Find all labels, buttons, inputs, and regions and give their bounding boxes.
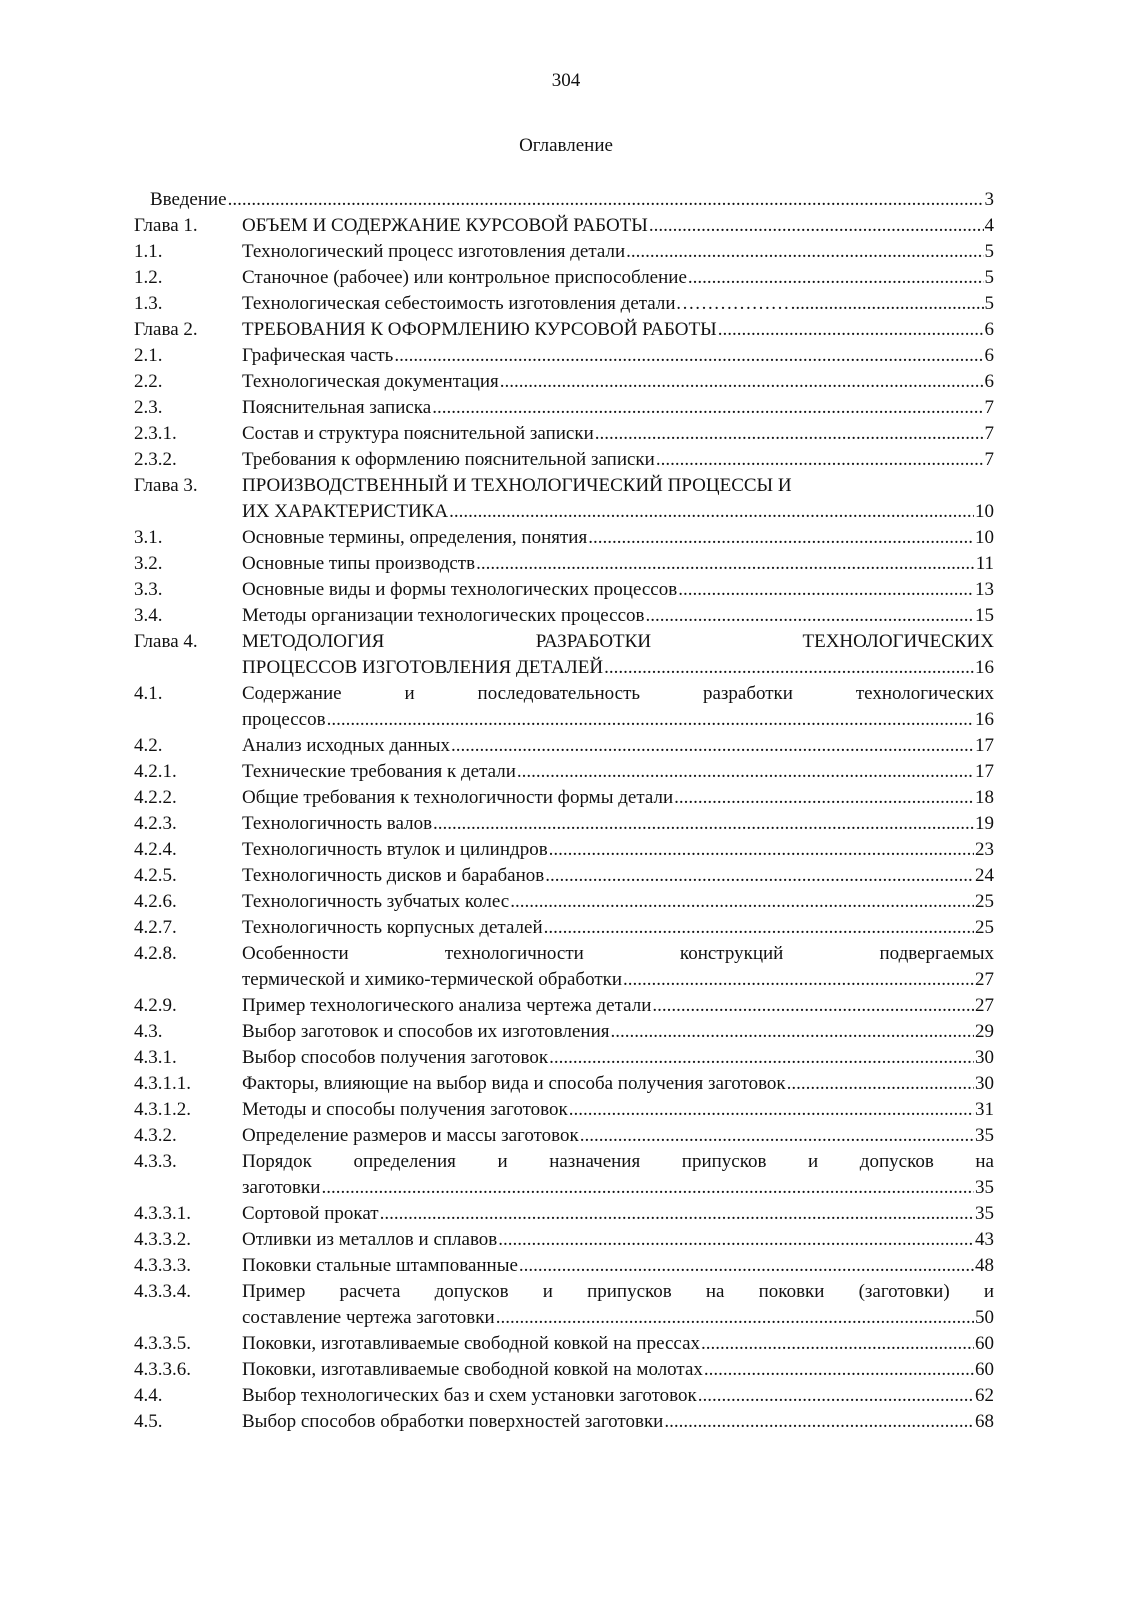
- toc-entry-body: [242, 629, 994, 655]
- toc-entry-page: 23: [975, 839, 994, 860]
- toc-entry[interactable]: [134, 1019, 994, 1045]
- toc-entry-title: Выбор заготовок и способов их изготовления: [242, 1021, 610, 1042]
- toc-entry-page: 48: [975, 1255, 994, 1276]
- toc-entry-page: 19: [975, 813, 994, 834]
- toc-entry-number: 1.2.: [134, 267, 163, 288]
- dot-leader: [688, 265, 984, 291]
- toc-entry-page: 13: [975, 579, 994, 600]
- toc-entry-page: 31: [975, 1099, 994, 1120]
- table-of-contents: [134, 187, 994, 1435]
- dot-leader: [380, 1201, 974, 1227]
- toc-entry-page: 5: [984, 293, 994, 314]
- dot-leader: [549, 1045, 974, 1071]
- toc-entry[interactable]: [134, 811, 994, 837]
- toc-entry-title: Введение: [150, 189, 227, 210]
- toc-entry-number: 4.3.3.4.: [134, 1281, 191, 1302]
- toc-entry-title: Отливки из металлов и сплавов: [242, 1229, 498, 1250]
- toc-entry-title-continued: термической и химико-термической обработки: [242, 969, 623, 990]
- toc-entry-title: Содержание и последовательность разработки технологических: [242, 683, 994, 704]
- toc-entry-title-continued: заготовки: [242, 1177, 321, 1198]
- toc-entry-number: 4.3.3.6.: [134, 1359, 191, 1380]
- dot-leader: [704, 1357, 974, 1383]
- toc-entry-body: [242, 1123, 994, 1149]
- toc-entry-title: Выбор способов получения заготовок: [242, 1047, 549, 1068]
- page-number: 304: [551, 70, 581, 91]
- toc-entry-number: 4.2.7.: [134, 917, 177, 938]
- toc-entry-continuation[interactable]: [134, 967, 994, 993]
- toc-entry-title: Сортовой прокат: [242, 1203, 379, 1224]
- toc-entry[interactable]: [134, 889, 994, 915]
- toc-entry-number: 4.3.3.3.: [134, 1255, 191, 1276]
- dot-leader: [626, 239, 983, 265]
- toc-entry-page: 68: [975, 1411, 994, 1432]
- toc-entry-title: Выбор способов обработки поверхностей заготовки: [242, 1411, 664, 1432]
- dot-leader: [476, 551, 975, 577]
- toc-entry-body: [242, 1175, 994, 1201]
- toc-entry-title-continued: процессов: [242, 709, 326, 730]
- toc-entry-body: [242, 343, 994, 369]
- toc-entry-page: 60: [975, 1359, 994, 1380]
- toc-entry[interactable]: [134, 915, 994, 941]
- toc-entry-page: 7: [984, 397, 994, 418]
- toc-entry-title: Технологический процесс изготовления детали: [242, 241, 626, 262]
- toc-entry-title: Состав и структура пояснительной записки: [242, 423, 594, 444]
- toc-entry-page: 60: [975, 1333, 994, 1354]
- toc-entry[interactable]: [134, 1409, 994, 1435]
- toc-entry-number: 4.3.3.1.: [134, 1203, 191, 1224]
- toc-entry-number: 4.2.6.: [134, 891, 177, 912]
- toc-entry-page: 16: [975, 709, 994, 730]
- toc-entry[interactable]: [134, 1383, 994, 1409]
- toc-entry-title: Технологичность дисков и барабанов: [242, 865, 545, 886]
- toc-entry-number: Глава 2.: [134, 319, 198, 340]
- toc-entry-title: Технологичность валов: [242, 813, 433, 834]
- toc-entry[interactable]: [134, 1045, 994, 1071]
- toc-entry[interactable]: [134, 1201, 994, 1227]
- toc-entry-page: 16: [975, 657, 994, 678]
- toc-entry-page: 6: [984, 371, 994, 392]
- toc-entry-title: Пример технологического анализа чертежа детали: [242, 995, 652, 1016]
- toc-entry-page: 18: [975, 787, 994, 808]
- toc-entry[interactable]: [134, 1357, 994, 1383]
- dot-leader: [519, 1253, 974, 1279]
- toc-entry-page: 10: [975, 501, 994, 522]
- toc-entry[interactable]: [134, 1227, 994, 1253]
- dot-leader: [718, 317, 984, 343]
- toc-entry-body: [242, 1409, 994, 1435]
- toc-entry-title: Общие требования к технологичности формы детали: [242, 787, 674, 808]
- toc-entry[interactable]: [134, 733, 994, 759]
- dot-leader: [449, 499, 974, 525]
- toc-entry[interactable]: [134, 473, 994, 499]
- toc-entry-page: 7: [984, 449, 994, 470]
- toc-entry-body: [242, 551, 994, 577]
- toc-entry-page: 27: [975, 969, 994, 990]
- toc-entry-body: [242, 1331, 994, 1357]
- toc-entry-page: 5: [984, 267, 994, 288]
- toc-entry-title: Требования к оформлению пояснительной записки: [242, 449, 655, 470]
- toc-entry-body: [242, 1227, 994, 1253]
- toc-entry-title: Пояснительная записка: [242, 397, 432, 418]
- toc-entry-number: 4.3.1.2.: [134, 1099, 191, 1120]
- toc-entry-body: [242, 811, 994, 837]
- toc-entry-body: [242, 1045, 994, 1071]
- toc-entry-number: 4.1.: [134, 683, 163, 704]
- dot-leader: [674, 785, 974, 811]
- dot-leader: [604, 655, 974, 681]
- toc-entry-body: [242, 707, 994, 733]
- toc-entry-number: 4.3.3.: [134, 1151, 177, 1172]
- toc-entry-body: [242, 473, 994, 499]
- toc-entry[interactable]: [134, 317, 994, 343]
- toc-entry-continuation[interactable]: [134, 655, 994, 681]
- toc-title: Оглавление: [519, 135, 613, 156]
- toc-entry-number: 4.2.9.: [134, 995, 177, 1016]
- dot-leader: [698, 1383, 974, 1409]
- toc-entry-body: [242, 525, 994, 551]
- toc-entry-body: [242, 1305, 994, 1331]
- toc-entry-page: 7: [984, 423, 994, 444]
- toc-entry[interactable]: [134, 421, 994, 447]
- toc-entry[interactable]: [134, 1097, 994, 1123]
- toc-entry-title-continued: ПРОЦЕССОВ ИЗГОТОВЛЕНИЯ ДЕТАЛЕЙ: [242, 657, 604, 678]
- toc-entry[interactable]: [134, 291, 994, 317]
- toc-entry-body: [242, 1357, 994, 1383]
- toc-entry-body: [242, 395, 994, 421]
- toc-entry-body: [242, 915, 994, 941]
- toc-entry-title: Основные виды и формы технологических процессов: [242, 579, 678, 600]
- dot-leader: [652, 993, 974, 1019]
- toc-entry-number: 3.4.: [134, 605, 163, 626]
- toc-entry-body: [242, 889, 994, 915]
- toc-entry-body: [242, 785, 994, 811]
- dot-leader: [623, 967, 974, 993]
- toc-entry-body: [242, 1019, 994, 1045]
- toc-entry-title: Определение размеров и массы заготовок: [242, 1125, 579, 1146]
- toc-entry-number: 2.2.: [134, 371, 163, 392]
- toc-entry-body: [242, 655, 994, 681]
- dot-leader: [228, 187, 984, 213]
- dot-leader: [517, 759, 974, 785]
- toc-entry-page: 43: [975, 1229, 994, 1250]
- toc-entry[interactable]: [134, 1331, 994, 1357]
- toc-entry-body: [242, 239, 994, 265]
- dot-leader: [451, 733, 974, 759]
- toc-entry-body: [242, 1201, 994, 1227]
- toc-entry-body: [242, 837, 994, 863]
- toc-entry-body: [242, 863, 994, 889]
- dot-leader: [321, 1175, 974, 1201]
- toc-entry-number: 4.3.3.2.: [134, 1229, 191, 1250]
- toc-entry-title: ПРОИЗВОДСТВЕННЫЙ И ТЕХНОЛОГИЧЕСКИЙ ПРОЦЕССЫ И: [242, 475, 792, 496]
- toc-entry-page: 30: [975, 1073, 994, 1094]
- toc-entry-title-continued: ИХ ХАРАКТЕРИСТИКА: [242, 501, 449, 522]
- toc-entry[interactable]: [134, 525, 994, 551]
- toc-entry[interactable]: [134, 1253, 994, 1279]
- toc-entry-title: Технологическая документация: [242, 371, 499, 392]
- toc-entry-title: МЕТОДОЛОГИЯ РАЗРАБОТКИ ТЕХНОЛОГИЧЕСКИХ: [242, 631, 994, 652]
- toc-entry-page: 11: [975, 553, 994, 574]
- toc-entry-title-continued: составление чертежа заготовки: [242, 1307, 495, 1328]
- toc-entry-title: Технологичность втулок и цилиндров: [242, 839, 548, 860]
- toc-entry[interactable]: [134, 837, 994, 863]
- toc-entry-body: [242, 1097, 994, 1123]
- toc-entry-body: [242, 317, 994, 343]
- toc-entry-body: [242, 603, 994, 629]
- toc-entry[interactable]: [134, 1071, 994, 1097]
- dot-leader: [649, 213, 984, 239]
- dot-leader: [678, 577, 974, 603]
- dot-leader: [545, 863, 974, 889]
- dot-leader: [588, 525, 974, 551]
- toc-entry-number: 4.3.: [134, 1021, 163, 1042]
- dot-leader: [394, 343, 983, 369]
- toc-entry[interactable]: [134, 239, 994, 265]
- toc-entry-continuation[interactable]: [134, 1175, 994, 1201]
- toc-entry-body: [242, 421, 994, 447]
- dot-leader: [433, 811, 974, 837]
- toc-entry-page: 4: [984, 215, 994, 236]
- toc-entry-body: [242, 967, 994, 993]
- toc-entry-page: 15: [975, 605, 994, 626]
- toc-entry-number: Глава 3.: [134, 475, 198, 496]
- toc-entry-title: Основные термины, определения, понятия: [242, 527, 588, 548]
- toc-entry-number: 4.2.3.: [134, 813, 177, 834]
- toc-entry-number: 2.3.2.: [134, 449, 177, 470]
- dot-leader: [500, 369, 984, 395]
- toc-entry-page: 35: [975, 1125, 994, 1146]
- dot-leader: [610, 1019, 974, 1045]
- toc-entry-body: [242, 993, 994, 1019]
- toc-entry-title: Станочное (рабочее) или контрольное приспособление: [242, 267, 687, 288]
- toc-entry-page: 25: [975, 891, 994, 912]
- toc-entry-title: Технологичность зубчатых колес: [242, 891, 510, 912]
- toc-entry-page: 10: [975, 527, 994, 548]
- toc-entry-number: 4.4.: [134, 1385, 163, 1406]
- toc-entry-title: ОБЪЕМ И СОДЕРЖАНИЕ КУРСОВОЙ РАБОТЫ: [242, 215, 648, 236]
- toc-entry[interactable]: [134, 629, 994, 655]
- toc-entry-page: 50: [975, 1307, 994, 1328]
- toc-entry-page: 5: [984, 241, 994, 262]
- toc-entry-title: Особенности технологичности конструкций подвергаемых: [242, 943, 994, 964]
- toc-entry[interactable]: [134, 265, 994, 291]
- dot-leader: [664, 1409, 974, 1435]
- toc-entry[interactable]: [134, 993, 994, 1019]
- toc-entry-body: [242, 1149, 994, 1175]
- toc-entry-number: 2.3.: [134, 397, 163, 418]
- toc-entry-number: 4.2.5.: [134, 865, 177, 886]
- toc-entry-body: [242, 1253, 994, 1279]
- toc-entry-title: Технологичность корпусных деталей: [242, 917, 543, 938]
- dot-leader: [327, 707, 974, 733]
- toc-entry-page: 27: [975, 995, 994, 1016]
- toc-entry-number: 2.3.1.: [134, 423, 177, 444]
- dot-leader: [595, 421, 984, 447]
- toc-entry[interactable]: [134, 1123, 994, 1149]
- toc-entry-body: [242, 369, 994, 395]
- toc-entry-title: Графическая часть: [242, 345, 394, 366]
- toc-entry[interactable]: [134, 863, 994, 889]
- dot-leader: [569, 1097, 974, 1123]
- dot-leader: [432, 395, 983, 421]
- toc-entry-number: Глава 1.: [134, 215, 198, 236]
- toc-entry-title: Технические требования к детали: [242, 761, 516, 782]
- toc-entry-continuation[interactable]: [134, 1305, 994, 1331]
- toc-entry-title: Поковки, изготавливаемые свободной ковкой на прессах: [242, 1333, 701, 1354]
- toc-entry[interactable]: [134, 1279, 994, 1305]
- dot-leader: [656, 447, 984, 473]
- toc-entry-number: 4.2.: [134, 735, 163, 756]
- dot-leader: [510, 889, 974, 915]
- toc-entry-body: [242, 291, 994, 317]
- toc-entry-number: 4.2.8.: [134, 943, 177, 964]
- dot-leader: [787, 1071, 974, 1097]
- toc-entry-body: [242, 1071, 994, 1097]
- toc-entry-body: [242, 213, 994, 239]
- toc-entry[interactable]: [134, 941, 994, 967]
- toc-entry-number: 4.2.1.: [134, 761, 177, 782]
- toc-entry-page: 17: [975, 761, 994, 782]
- toc-entry-title: ТРЕБОВАНИЯ К ОФОРМЛЕНИЮ КУРСОВОЙ РАБОТЫ: [242, 319, 717, 340]
- toc-entry-body: [242, 681, 994, 707]
- toc-entry-page: 6: [984, 345, 994, 366]
- toc-entry-body: [242, 577, 994, 603]
- toc-entry-title: Методы и способы получения заготовок: [242, 1099, 568, 1120]
- toc-entry-title: Пример расчета допусков и припусков на поковки (заготовки) и: [242, 1281, 994, 1302]
- toc-entry-number: 1.1.: [134, 241, 163, 262]
- toc-entry-body: [242, 733, 994, 759]
- toc-entry-body: [242, 759, 994, 785]
- toc-entry-title: Поковки стальные штампованные: [242, 1255, 518, 1276]
- toc-entry-number: 3.2.: [134, 553, 163, 574]
- toc-entry[interactable]: [134, 577, 994, 603]
- toc-entry-title: Методы организации технологических процессов: [242, 605, 645, 626]
- toc-entry-body: [242, 447, 994, 473]
- toc-entry-body: [242, 265, 994, 291]
- toc-entry-title: Основные типы производств: [242, 553, 476, 574]
- toc-entry-title: Технологическая себестоимость изготовления детали………………: [242, 293, 790, 314]
- toc-entry-number: 1.3.: [134, 293, 163, 314]
- toc-entry[interactable]: [134, 551, 994, 577]
- toc-entry[interactable]: [134, 213, 994, 239]
- toc-entry-body: [242, 941, 994, 967]
- dot-leader: [580, 1123, 974, 1149]
- toc-entry-body: [242, 499, 994, 525]
- toc-entry-continuation[interactable]: [134, 707, 994, 733]
- toc-entry-number: 4.3.3.5.: [134, 1333, 191, 1354]
- toc-entry-title: Анализ исходных данных: [242, 735, 451, 756]
- toc-entry-body: [242, 1383, 994, 1409]
- toc-entry-title: Выбор технологических баз и схем установки заготовок: [242, 1385, 697, 1406]
- toc-entry-page: 25: [975, 917, 994, 938]
- toc-entry-number: 4.3.1.1.: [134, 1073, 191, 1094]
- toc-entry-continuation[interactable]: [134, 499, 994, 525]
- dot-leader: [496, 1305, 974, 1331]
- toc-entry-page: 3: [984, 189, 994, 210]
- dot-leader: [791, 291, 984, 317]
- toc-entry-number: Глава 4.: [134, 631, 198, 652]
- toc-entry[interactable]: [134, 343, 994, 369]
- toc-entry[interactable]: [134, 447, 994, 473]
- toc-entry-page: 35: [975, 1203, 994, 1224]
- toc-entry-body: [242, 1279, 994, 1305]
- toc-entry[interactable]: [134, 395, 994, 421]
- toc-entry-number: 3.1.: [134, 527, 163, 548]
- toc-entry-number: 4.3.1.: [134, 1047, 177, 1068]
- toc-entry[interactable]: [134, 187, 994, 213]
- toc-entry-page: 29: [975, 1021, 994, 1042]
- toc-entry-page: 30: [975, 1047, 994, 1068]
- toc-entry-number: 4.2.2.: [134, 787, 177, 808]
- toc-entry-number: 4.5.: [134, 1411, 163, 1432]
- toc-entry-page: 35: [975, 1177, 994, 1198]
- dot-leader: [549, 837, 974, 863]
- toc-entry-number: 4.3.2.: [134, 1125, 177, 1146]
- toc-entry-page: 17: [975, 735, 994, 756]
- toc-entry[interactable]: [134, 759, 994, 785]
- toc-entry[interactable]: [134, 785, 994, 811]
- toc-entry-number: 4.2.4.: [134, 839, 177, 860]
- toc-entry-number: 3.3.: [134, 579, 163, 600]
- dot-leader: [498, 1227, 974, 1253]
- toc-entry-title: Порядок определения и назначения припусков и допусков на: [242, 1151, 994, 1172]
- dot-leader: [701, 1331, 974, 1357]
- toc-entry[interactable]: [134, 369, 994, 395]
- toc-entry-page: 6: [984, 319, 994, 340]
- dot-leader: [544, 915, 974, 941]
- toc-entry-body: [150, 187, 994, 213]
- toc-entry[interactable]: [134, 1149, 994, 1175]
- toc-entry[interactable]: [134, 681, 994, 707]
- toc-entry-title: Поковки, изготавливаемые свободной ковкой на молотах: [242, 1359, 703, 1380]
- toc-entry-page: 24: [975, 865, 994, 886]
- dot-leader: [646, 603, 975, 629]
- toc-entry-page: 62: [975, 1385, 994, 1406]
- toc-entry-number: 2.1.: [134, 345, 163, 366]
- toc-entry[interactable]: [134, 603, 994, 629]
- toc-entry-title: Факторы, влияющие на выбор вида и способа получения заготовок: [242, 1073, 786, 1094]
